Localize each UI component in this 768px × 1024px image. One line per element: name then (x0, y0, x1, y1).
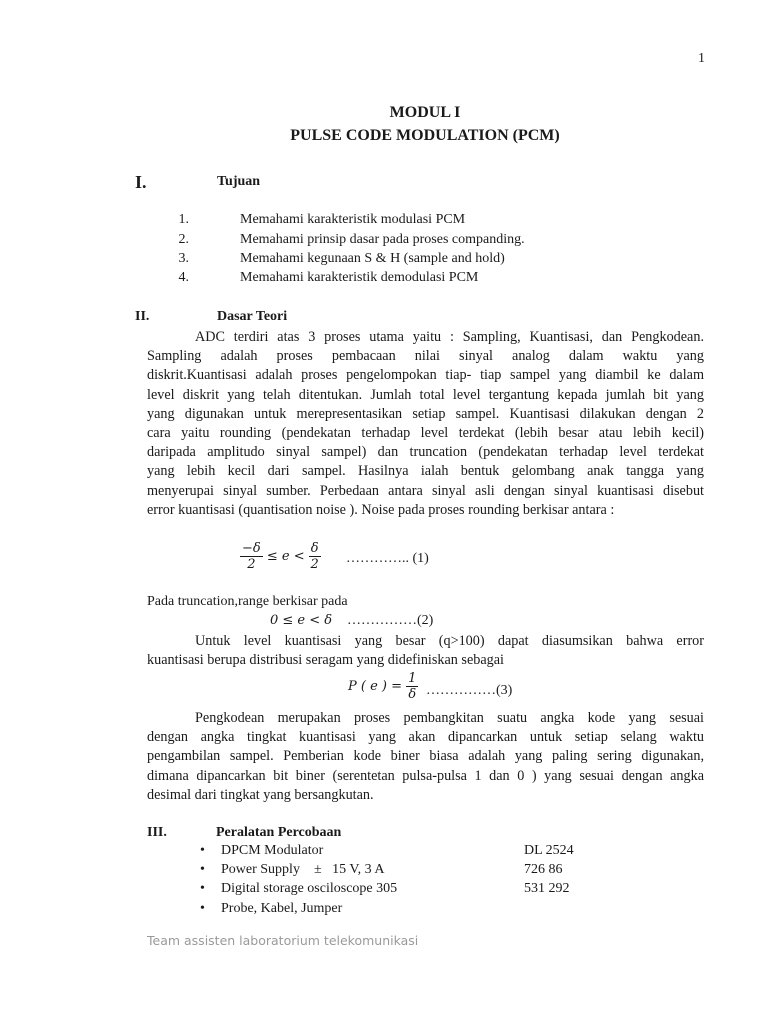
paragraph-line: desimal dari tingkat yang bersangkutan. (147, 786, 374, 803)
section-2-title: Dasar Teori (217, 309, 288, 324)
module-subtitle: PULSE CODE MODULATION (PCM) (290, 127, 560, 144)
section-1-title: Tujuan (217, 174, 261, 189)
objective-text: Memahami prinsip dasar pada proses companding. (240, 232, 525, 247)
section-2-number: II. (135, 309, 150, 324)
paragraph-line: kuantisasi berupa distribusi seragam yang didefiniskan sebagai (147, 652, 504, 669)
paragraph-line: level diskrit yang telah ditentukan. Jumlah total level tergantung kepada jumlah bit yang (147, 386, 704, 403)
bullet: • (200, 901, 205, 916)
objective-text: Memahami karakteristik modulasi PCM (240, 212, 466, 227)
eq1-numerator: −δ (242, 541, 261, 556)
equipment-name: DPCM Modulator (221, 843, 324, 858)
objective-text: Memahami karakteristik demodulasi PCM (240, 270, 479, 285)
paragraph-line: Sampling adalah proses pembacaan nilai sinyal analog dalam waktu yang (147, 348, 704, 365)
equation-2-ref: ……………(2) (347, 613, 434, 628)
paragraph-line: yang digunakan untuk merepresentasikan setiap sampel. Kuantisasi dilakukan dengan 2 (147, 405, 704, 422)
truncation-text: Pada truncation,range berkisar pada (147, 594, 348, 609)
section-3-title: Peralatan Percobaan (216, 825, 342, 840)
theory-paragraph-1 (147, 328, 704, 520)
paragraph-line: Pengkodean merupakan proses pembangkitan suatu angka kode yang sesuai (195, 710, 704, 726)
eq1-relation: ≤ e < (266, 549, 305, 564)
eq1-denominator-2: 2 (310, 557, 319, 572)
equipment-code: 531 292 (524, 881, 570, 896)
equipment-name: Digital storage osciloscope 305 (221, 881, 398, 896)
eq1-numerator-2: δ (310, 541, 319, 556)
objective-number: 2. (178, 232, 189, 247)
equation-1-ref: ………….. (1) (346, 551, 429, 566)
theory-paragraph-2 (147, 632, 704, 670)
eq3-lhs: P ( e ) = (348, 679, 403, 694)
section-1-number: I. (135, 172, 147, 192)
module-title: MODUL I (389, 104, 461, 121)
paragraph-line: menyerupai sinyal sumber. Perbedaan antara sinyal asli dengan sinyal kuantisasi disebut (147, 482, 704, 499)
objective-number: 3. (178, 251, 189, 266)
eq1-denominator: 2 (247, 557, 256, 572)
eq3-denominator: δ (408, 687, 417, 702)
equation-3-ref: ……………(3) (426, 683, 513, 698)
objective-number: 4. (178, 270, 189, 285)
section-3-number: III. (147, 825, 167, 840)
bullet: • (200, 881, 205, 896)
paragraph-line: diskrit.Kuantisasi adalah proses pengelompokan tiap- tiap sampel yang diambil ke dalam (147, 367, 704, 384)
equation-1 (240, 541, 321, 572)
page-footer: Team assisten laboratorium telekomunikasi (147, 933, 419, 948)
page-number: 1 (698, 51, 705, 66)
paragraph-line: daripada amplitudo sinyal sampel) dan truncation (pendekatan terhadap level terdekat (147, 444, 704, 461)
objective-number: 1. (178, 212, 189, 227)
bullet: • (200, 862, 205, 877)
paragraph-line: error kuantisasi (quantisation noise ). Noise pada proses rounding berkisar antara : (147, 501, 615, 518)
equation-2: 0 ≤ e < δ (270, 613, 333, 628)
paragraph-line: Untuk level kuantisasi yang besar (q>100) dapat diasumsikan bahwa error (195, 633, 704, 649)
objective-text: Memahami kegunaan S & H (sample and hold) (240, 251, 505, 266)
eq3-numerator: 1 (408, 671, 417, 686)
paragraph-line: dimana dipancarkan bit biner (serentetan pulsa-pulsa 1 dan 0 ) yang sesuai dengan angka (147, 767, 704, 784)
equipment-name: Power Supply ± 15 V, 3 A (221, 862, 385, 877)
equipment-code: DL 2524 (524, 843, 574, 858)
paragraph-line: pengambilan sampel. Pemberian kode biner biasa adalah yang paling sering digunakan, (147, 748, 704, 765)
theory-paragraph-3 (147, 709, 704, 805)
equipment-code: 726 86 (524, 862, 563, 877)
paragraph-line: dengan angka tingkat kuantisasi yang akan dipancarkan untuk setiap selang waktu (147, 729, 704, 746)
bullet: • (200, 843, 205, 858)
paragraph-line: cara yaitu rounding (pendekatan terhadap level terdekat (lebih besar atau lebih kecil) (147, 425, 704, 442)
equation-3 (348, 671, 418, 702)
paragraph-line: ADC terdiri atas 3 proses utama yaitu : Sampling, Kuantisasi, dan Pengkodean. (195, 329, 704, 345)
paragraph-line: yang lebih kecil dari sampel. Hasilnya ialah bentuk gelombang anak tangga yang (147, 463, 704, 480)
equipment-name: Probe, Kabel, Jumper (221, 901, 343, 916)
